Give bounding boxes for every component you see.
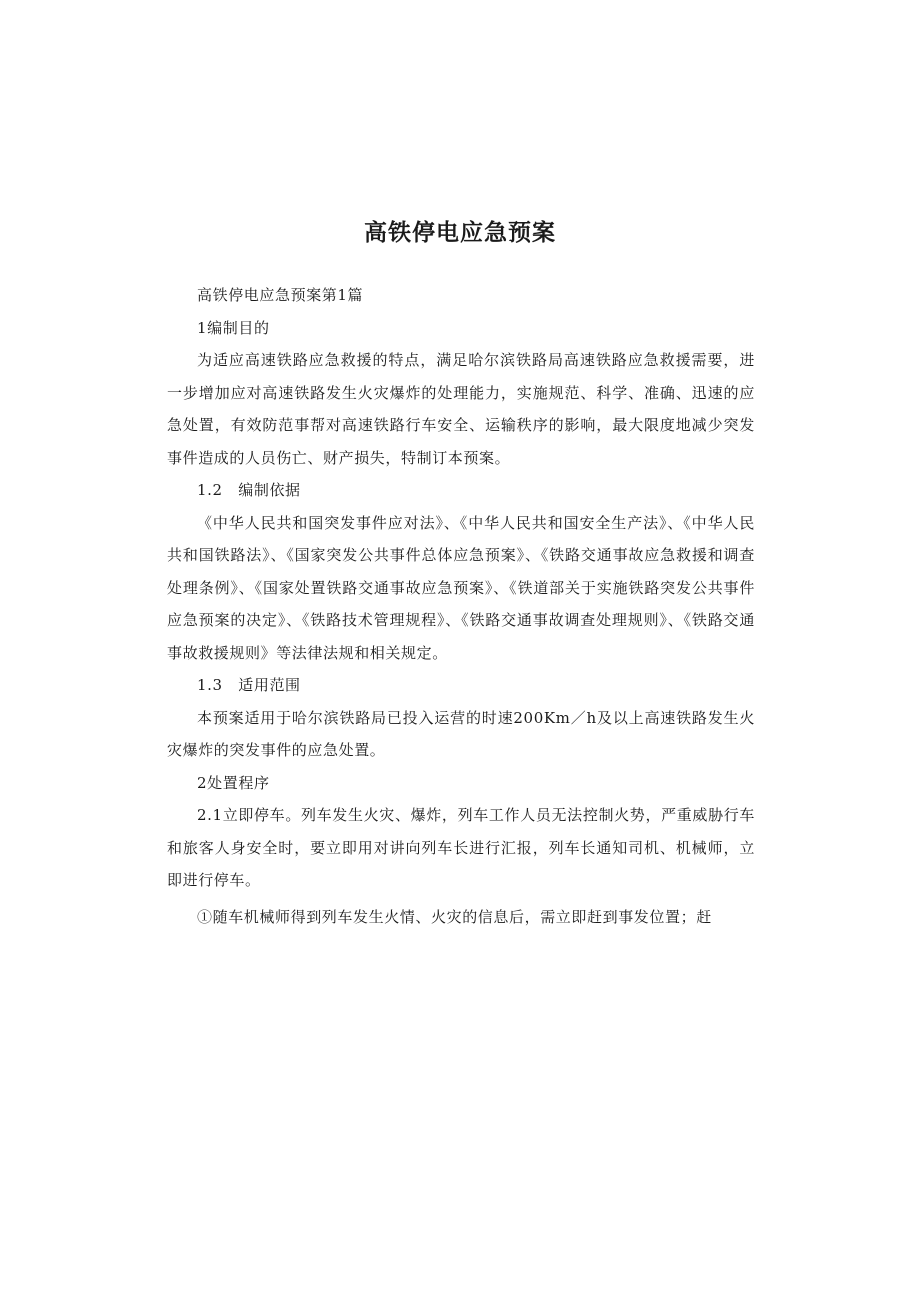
document-title: 高铁停电应急预案 <box>364 220 556 246</box>
paragraph-scope: 本预案适用于哈尔滨铁路局已投入运营的时速200Km／h及以上高速铁路发生火灾爆炸的突发事件的应急处置。 <box>167 708 755 759</box>
section-heading-purpose: 1编制目的 <box>197 318 270 337</box>
paragraph-stop-train: 2.1立即停车。列车发生火灾、爆炸，列车工作人员无法控制火势，严重威胁行车和旅客人身安全时，要立即用对讲向列车长进行汇报，列车长通知司机、机械师，立即进行停车。 <box>167 806 755 889</box>
paragraph-basis: 《中华人民共和国突发事件应对法》、《中华人民共和国安全生产法》、《中华人民共和国铁路法》、《国家突发公共事件总体应急预案》、《铁路交通事故应急救援和调查处理条例》、《国家处置铁路交通事故应急预案》、《铁道部关于实施铁路突发公共事件应急预案的决定》、《铁路技术管理规程》、《铁路交通事故调查处理规则》、《铁路交通事故救援规则》等法律法规和相关规定。 <box>167 513 755 662</box>
section-heading-part1: 高铁停电应急预案第1篇 <box>197 286 364 304</box>
paragraph-purpose: 为适应高速铁路应急救援的特点，满足哈尔滨铁路局高速铁路应急救援需要，进一步增加应对高速铁路发生火灾爆炸的处理能力，实施规范、科学、准确、迅速的应急处置，有效防范事帮对高速铁路行车安全、运输秩序的影响，最大限度地减少突发事件造成的人员伤亡、财产损失，特制订本预案。 <box>167 351 755 467</box>
paragraph-mechanic-response: ①随车机械师得到列车发生火情、火灾的信息后，需立即赶到事发位置；赶 <box>197 907 712 926</box>
document-body <box>167 279 755 933</box>
section-heading-scope: 1.3 适用范围 <box>197 676 301 694</box>
section-heading-basis: 1.2 编制依据 <box>197 481 301 499</box>
section-heading-procedure: 2处置程序 <box>197 773 270 792</box>
